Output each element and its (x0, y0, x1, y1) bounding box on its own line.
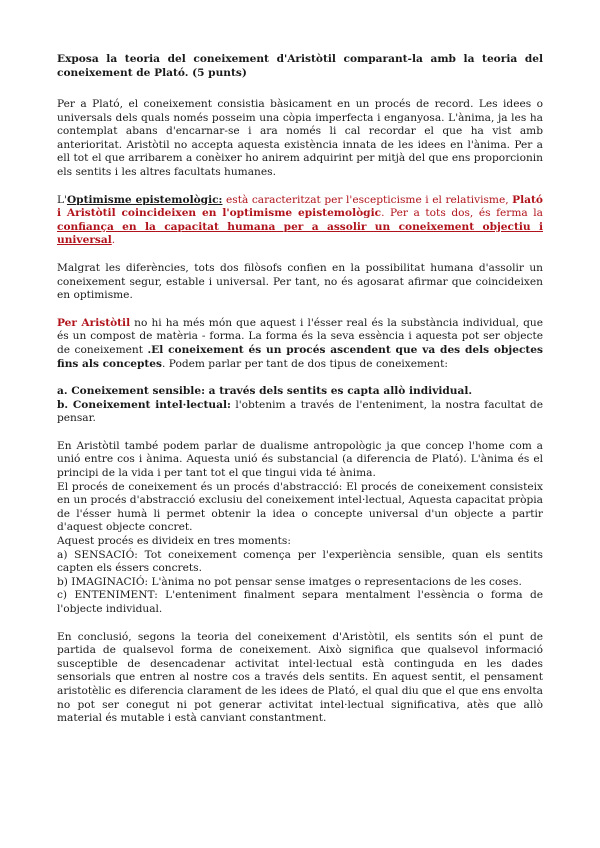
aristotle-bold-1: Per Aristòtil (57, 316, 131, 329)
list-term-b: Coneixement intel·lectual: (72, 398, 231, 411)
moment-sensation: a) SENSACIÓ: Tot coneixement comença per l'experiència sensible, quan els sentits capten els éssers concrets. (57, 548, 543, 575)
list-item-sensible (57, 385, 543, 399)
paragraph-three-moments: Aquest procés es divideix en tres moments: (57, 535, 291, 548)
knowledge-types-list (57, 385, 543, 426)
paragraph-aristotle-substance (57, 317, 543, 371)
paragraph-conclusion: En conclusió, segons la teoria del coneixement d'Aristòtil, els sentits són el punt de partida de qualsevol forma de coneixement. Això significa que qualsevol informació susceptible de desencadenar activitat intel·lectual està continguda en les dades sensorials que entren al nostre cos a través dels sentits. En aquest sentit, el pensament aristotèlic es diferencia clarament de les idees de Plató, el qual diu que el que ens envolta no pot ser conegut ni pot generar activitat intel·lectual significativa, atès que allò material és mutable i està canviant constantment. (57, 630, 543, 725)
list-label-a: a. (57, 385, 72, 398)
optimism-text-2: . Per a tots dos, és ferma la (381, 207, 543, 220)
list-text-b: l'obtenim a través de l'enteniment, la nostra facultat de pensar. (57, 398, 543, 425)
question-heading: Exposa la teoria del coneixement d'Aristòtil comparant-la amb la teoria del coneixement de Plató. (5 punts) (57, 53, 543, 79)
aristotle-text-1: no hi ha més món que aquest i l'ésser real és la substància individual, que és un compost de matèria - forma. La forma és la seva essència i aquesta pot ser objecte de coneixement (57, 316, 543, 356)
optimism-bold-2: confiança en la capacitat humana per a assolir un coneixement objectiu i universal (57, 220, 543, 247)
optimism-end: . (111, 234, 116, 247)
list-label-b: b. (57, 398, 73, 411)
document-page (57, 52, 543, 726)
list-item-intellectual (57, 399, 543, 426)
aristotle-text-2: . Podem parlar per tant de dos tipus de coneixement: (162, 357, 448, 370)
optimism-text-1: està caracteritzat per l'escepticisme i el relativisme, (222, 193, 513, 206)
list-term-a: Coneixement sensible: a través dels sentits es capta allò individual. (71, 385, 473, 398)
paragraph-epistemological-optimism (57, 194, 543, 248)
optimism-term: Optimisme epistemològic: (66, 193, 223, 206)
paragraph-differences: Malgrat les diferències, tots dos filòsofs confien en la possibilitat humana d'assolir un coneixement segur, estable i universal. Per tant, no és agosarat afirmar que coincideixen en optimisme. (57, 261, 543, 302)
optimism-bold-1: Plató i Aristòtil coincideixen en l'optimisme epistemològic (57, 193, 543, 220)
paragraph-dualism: En Aristòtil també podem parlar de dualisme antropològic ja que concep l'home com a unió entre cos i ànima. Aquesta unió és substancial (a diferencia de Plató). L'ànima és el principi de la vida i per tant tot el que tingui vida té ànima. (57, 439, 543, 480)
optimism-prefix: L' (57, 193, 67, 206)
moment-imagination: b) IMAGINACIÓ: L'ànima no pot pensar sense imatges o representacions de les coses. (57, 575, 522, 588)
paragraph-plato-knowledge: Per a Plató, el coneixement consistia bàsicament en un procés de record. Les idees o universals dels quals només posseim una còpia imperfecta i enganyosa. L'ànima, ja les ha contemplat abans d'encarnar-se i ara només li cal recordar el que ha vist amb anterioritat. Aristòtil no accepta aquesta existència innata de les idees en l'ànima. Per a ell tot el que arribarem a conèixer ho anirem adquirint per mitjà del que ens proporcionin els sentits i les altres facultats humanes. (57, 98, 543, 178)
paragraph-abstraction: El procés de coneixement és un procés d'abstracció: El procés de coneixement consisteix en un procés d'abstracció exclusiu del coneixement intel·lectual, Aquesta capacitat pròpia de l'ésser humà li permet obtenir la idea o concepte universal d'un objecte a partir d'aquest objecte concret. (57, 480, 543, 534)
moment-understanding: c) ENTENIMENT: L'enteniment finalment separa mentalment l'essència o forma de l'objecte individual. (57, 589, 543, 615)
aristotle-bold-2: .El coneixement és un procés ascendent que va des dels objectes fins als conceptes (57, 343, 544, 370)
